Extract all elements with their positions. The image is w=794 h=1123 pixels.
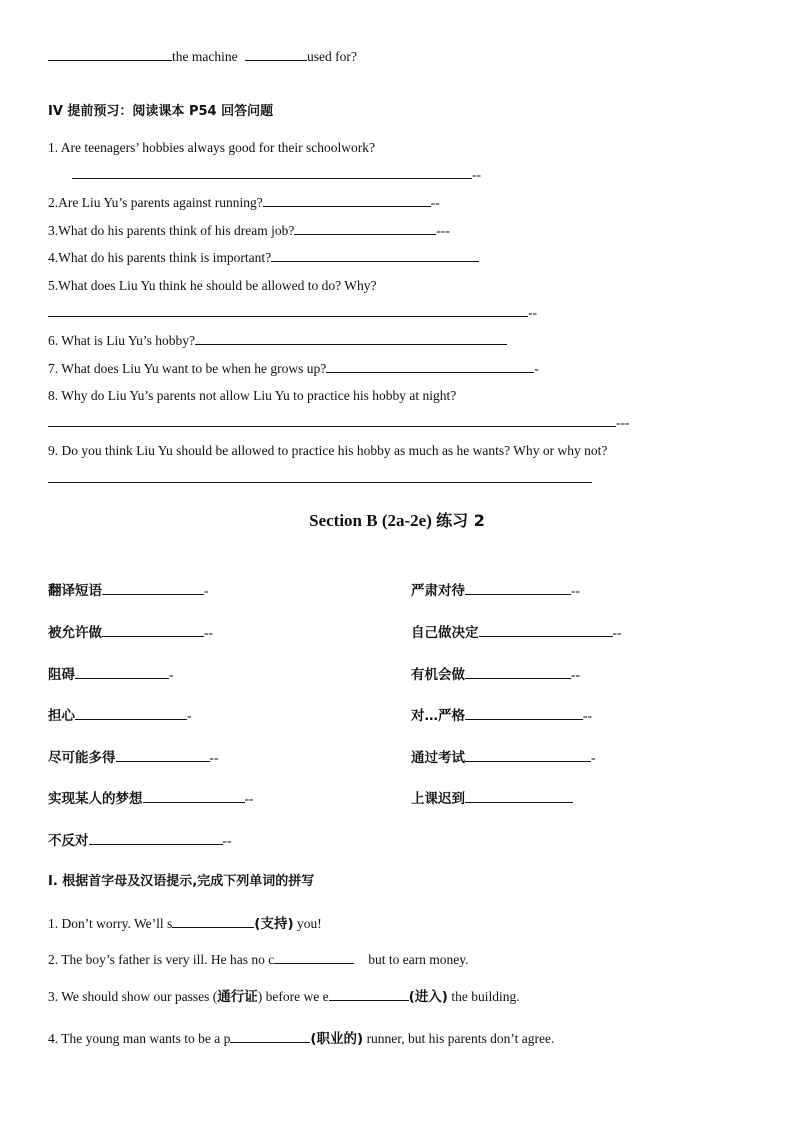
blank xyxy=(172,915,254,928)
phrase-label: 严肃对待 xyxy=(411,583,465,599)
dash: -- xyxy=(571,583,580,598)
dash: -- xyxy=(222,833,232,848)
dash: -- xyxy=(528,305,537,320)
blank xyxy=(48,470,592,483)
phrase-item xyxy=(48,790,254,808)
question-7 xyxy=(48,360,539,378)
phrase-label: 对…严格 xyxy=(411,708,465,724)
dash: -- xyxy=(430,195,440,210)
blank xyxy=(102,624,204,637)
blank xyxy=(465,790,573,803)
phrase-label: 阻碍 xyxy=(48,667,75,683)
phrase-label: 自己做决定 xyxy=(411,625,479,641)
dash: --- xyxy=(616,415,630,430)
phrase-item xyxy=(411,624,622,642)
blank xyxy=(294,222,436,235)
phrase-label: 被允许做 xyxy=(48,625,102,641)
dash: - xyxy=(591,750,596,765)
blank xyxy=(479,624,613,637)
blank xyxy=(465,666,571,679)
blank xyxy=(326,360,534,373)
dash: - xyxy=(187,708,192,723)
sentence-3-mid: ) before we e xyxy=(257,989,329,1004)
blank xyxy=(465,582,571,595)
dash: - xyxy=(204,583,209,598)
blank xyxy=(465,707,583,720)
phrase-item xyxy=(48,832,232,850)
question-9: 9. Do you think Liu Yu should be allowed to practice his hobby as much as he wants? Why or why not? xyxy=(48,443,608,458)
dash: - xyxy=(534,361,539,376)
phrase-label: 不反对 xyxy=(48,833,89,849)
sentence-1-text: 1. Don’t worry. We’ll s xyxy=(48,916,173,931)
section-i-heading: Ⅰ. 根据首字母及汉语提示,完成下列单词的拼写 xyxy=(48,874,315,889)
phrase-item xyxy=(411,707,592,725)
sentence-2-text: 2. The boy’s father is very ill. He has no c xyxy=(48,952,275,967)
blank xyxy=(263,194,431,207)
phrase-item xyxy=(48,666,174,684)
answer-line-5 xyxy=(48,304,537,322)
phrase-item xyxy=(48,624,213,642)
question-8: 8. Why do Liu Yu’s parents not allow Liu Yu to practice his hobby at night? xyxy=(48,388,457,403)
blank xyxy=(329,988,409,1001)
phrase-label: 翻译短语 xyxy=(48,583,102,599)
dash: -- xyxy=(209,750,219,765)
blank xyxy=(72,166,472,179)
sentence-3-end: the building. xyxy=(447,989,520,1004)
phrase-item xyxy=(48,707,192,725)
hint: (进入) xyxy=(408,989,448,1005)
blank xyxy=(195,332,507,345)
blank xyxy=(143,790,245,803)
phrase-item xyxy=(411,582,580,600)
dash: -- xyxy=(583,708,592,723)
answer-line-9 xyxy=(48,470,592,488)
blank xyxy=(75,666,169,679)
answer-line-1 xyxy=(72,166,481,184)
phrase-label: 担心 xyxy=(48,708,75,724)
phrase-label: 尽可能多得 xyxy=(48,750,116,766)
sentence-2 xyxy=(48,951,469,969)
phrase-item xyxy=(48,582,209,600)
question-3 xyxy=(48,222,450,240)
blank xyxy=(274,951,354,964)
top-line xyxy=(48,48,357,66)
question-5: 5.What does Liu Yu think he should be allowed to do? Why? xyxy=(48,278,377,293)
sentence-3-text: 3. We should show our passes ( xyxy=(48,989,218,1004)
section-title-en: Section B (2a-2e) xyxy=(309,511,432,530)
question-1: 1. Are teenagers’ hobbies always good for their schoolwork? xyxy=(48,140,376,155)
question-2-text: 2.Are Liu Yu’s parents against running? xyxy=(48,195,263,210)
question-6 xyxy=(48,332,507,350)
phrase-label: 实现某人的梦想 xyxy=(48,791,143,807)
blank xyxy=(465,749,591,762)
question-6-text: 6. What is Liu Yu’s hobby? xyxy=(48,333,195,348)
top-part1: the machine xyxy=(172,49,238,64)
blank xyxy=(48,414,616,427)
blank xyxy=(102,582,204,595)
blank xyxy=(48,304,528,317)
sentence-1-end: you! xyxy=(293,916,322,931)
sentence-3 xyxy=(48,988,520,1006)
dash: - xyxy=(169,667,174,682)
phrase-item xyxy=(411,749,596,767)
section-title xyxy=(0,508,794,531)
phrase-label: 通过考试 xyxy=(411,750,465,766)
sentence-4-end: runner, but his parents don’t agree. xyxy=(363,1031,555,1046)
dash: -- xyxy=(612,625,622,640)
section-title-cn: 练习 2 xyxy=(436,511,485,530)
phrase-label: 有机会做 xyxy=(411,667,465,683)
dash: --- xyxy=(436,223,450,238)
blank xyxy=(116,749,210,762)
blank xyxy=(75,707,187,720)
blank xyxy=(89,832,223,845)
section-iv-heading: IV 提前预习：阅读课本 P54 回答问题 xyxy=(48,104,274,119)
top-part2: used for? xyxy=(306,49,357,64)
phrase-label: 上课迟到 xyxy=(411,791,465,807)
answer-line-8 xyxy=(48,414,630,432)
hint: 通行证 xyxy=(217,989,258,1005)
sentence-1 xyxy=(48,915,322,933)
blank xyxy=(245,48,307,61)
phrase-item xyxy=(411,790,573,808)
dash: -- xyxy=(571,667,580,682)
sentence-4-text: 4. The young man wants to be a p xyxy=(48,1031,231,1046)
question-2 xyxy=(48,194,440,212)
phrase-item xyxy=(48,749,219,767)
blank xyxy=(230,1030,310,1043)
question-4 xyxy=(48,249,479,267)
blank xyxy=(48,48,172,61)
sentence-4 xyxy=(48,1030,554,1048)
sentence-2-end: but to earn money. xyxy=(368,952,469,967)
dash: -- xyxy=(472,167,481,182)
question-4-text: 4.What do his parents think is important? xyxy=(48,250,272,265)
question-3-text: 3.What do his parents think of his dream job? xyxy=(48,223,295,238)
hint: (支持) xyxy=(254,916,294,932)
question-7-text: 7. What does Liu Yu want to be when he grows up? xyxy=(48,361,327,376)
dash: -- xyxy=(204,625,213,640)
phrase-item xyxy=(411,666,580,684)
hint: (职业的) xyxy=(310,1031,364,1047)
dash: -- xyxy=(244,791,254,806)
blank xyxy=(271,249,479,262)
